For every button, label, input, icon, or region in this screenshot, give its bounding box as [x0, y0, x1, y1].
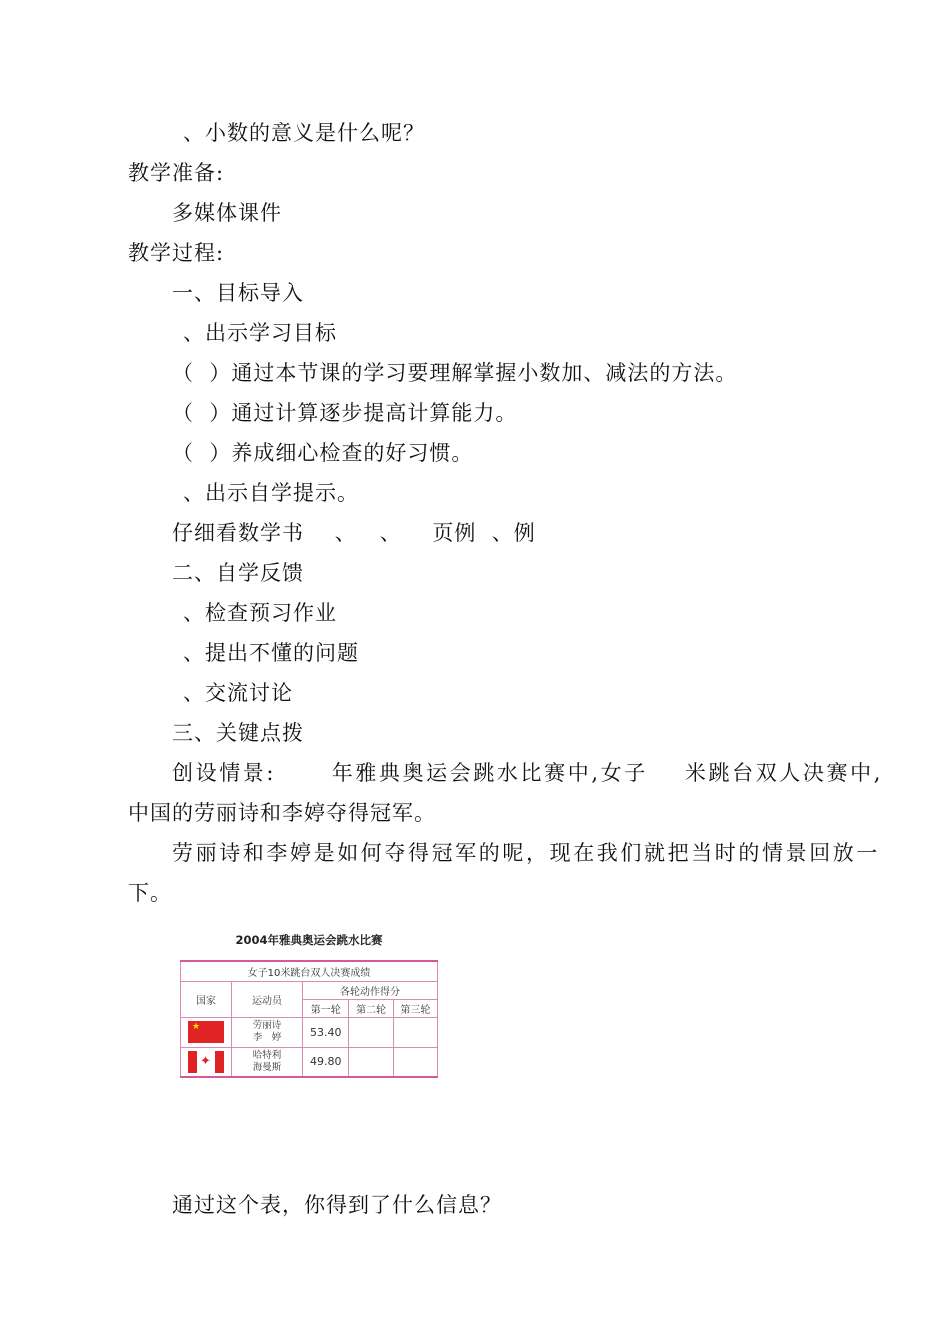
text-line: 、提出不懂的问题 [183, 641, 359, 665]
subsection-heading: 一、目标导入 [172, 281, 304, 305]
goal-item: （ ）通过计算逐步提高计算能力。 [172, 401, 518, 425]
text-line: 、检查预习作业 [183, 601, 337, 625]
question-line: 通过这个表，你得到了什么信息？ [172, 1193, 502, 1217]
section-heading: 教学准备: [128, 161, 225, 185]
athlete-name: 李 婷 [252, 1032, 282, 1043]
column-header-scores: 各轮动作得分 [303, 981, 438, 999]
athlete-name: 哈特利 [252, 1049, 282, 1061]
country-cell [181, 1047, 232, 1077]
paragraph-line: 下。 [128, 881, 172, 905]
score-cell: 53.40 [303, 1017, 349, 1047]
paragraph-line: 中国的劳丽诗和李婷夺得冠军。 [128, 801, 436, 825]
country-cell [181, 1017, 232, 1047]
column-header-round: 第二轮 [349, 999, 393, 1017]
table-row [181, 1017, 438, 1047]
text-line: 多媒体课件 [172, 201, 282, 225]
column-header-country: 国家 [181, 981, 232, 1017]
text-line: 仔细看数学书 、 、 页例 、例 [172, 521, 536, 545]
score-cell: 49.80 [303, 1047, 349, 1077]
athlete-cell [232, 1047, 303, 1077]
canada-flag-icon: ✦ [188, 1051, 224, 1073]
china-flag-icon: ★ [188, 1021, 224, 1043]
text-line: 、交流讨论 [183, 681, 293, 705]
column-header-round: 第三轮 [393, 999, 437, 1017]
column-header-athletes: 运动员 [232, 981, 303, 1017]
goal-item: （ ）通过本节课的学习要理解掌握小数加、减法的方法。 [172, 361, 738, 385]
athlete-cell [232, 1017, 303, 1047]
figure-title: 2004年雅典奥运会跳水比赛 [235, 933, 383, 947]
subsection-heading: 二、自学反馈 [172, 561, 304, 585]
athlete-name: 海曼斯 [252, 1061, 282, 1073]
question-line: 、小数的意义是什么呢？ [183, 121, 425, 145]
score-cell [349, 1017, 393, 1047]
table-subtitle: 女子10米跳台双人决赛成绩 [181, 961, 438, 981]
score-cell [393, 1017, 437, 1047]
column-header-round: 第一轮 [303, 999, 349, 1017]
score-table [180, 960, 438, 1078]
text-line: 、出示自学提示。 [183, 481, 359, 505]
score-cell [349, 1047, 393, 1077]
paragraph-line: 劳丽诗和李婷是如何夺得冠军的呢，现在我们就把当时的情景回放一 [172, 841, 880, 865]
athlete-name: 劳丽诗 [252, 1020, 282, 1031]
score-cell [393, 1047, 437, 1077]
goal-item: （ ）养成细心检查的好习惯。 [172, 441, 474, 465]
table-row [181, 1047, 438, 1077]
score-table-figure [178, 928, 440, 1086]
section-heading: 教学过程: [128, 241, 225, 265]
subsection-heading: 三、关键点拨 [172, 721, 304, 745]
text-line: 、出示学习目标 [183, 321, 337, 345]
paragraph-line: 创设情景: 年雅典奥运会跳水比赛中,女子 米跳台双人决赛中, [172, 761, 883, 785]
